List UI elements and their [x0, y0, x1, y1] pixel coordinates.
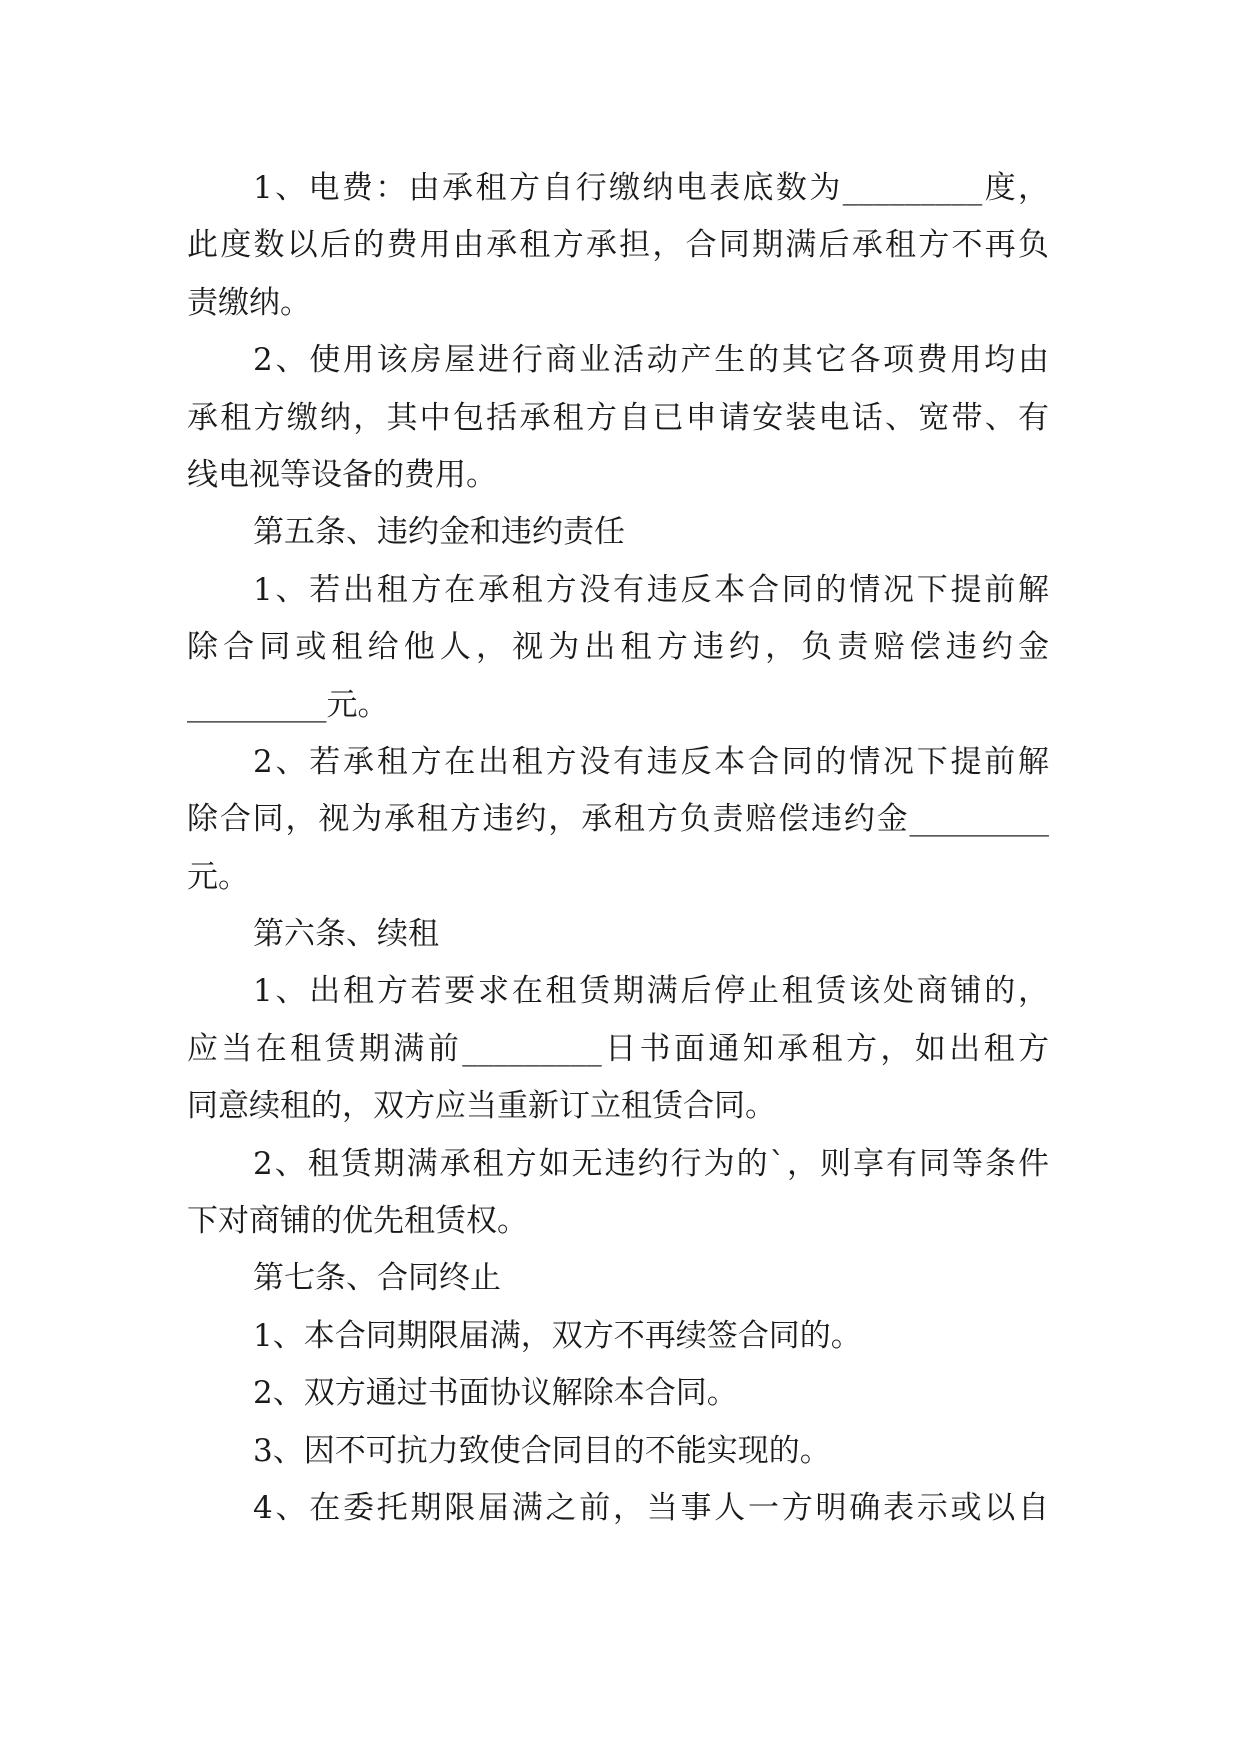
text-line: 此度数以后的费用由承租方承担，合同期满后承租方不再负: [187, 227, 1049, 264]
text-line: 元。: [187, 858, 249, 895]
text-line: 同意续租的，双方应当重新订立租赁合同。: [187, 1088, 776, 1125]
text-line: 1、电费：由承租方自行缴纳电表底数为_________度，: [253, 170, 1049, 206]
text-line: 3、因不可抗力致使合同目的不能实现的。: [253, 1432, 831, 1469]
text-line: 2、使用该房屋进行商业活动产生的其它各项费用均由: [253, 342, 1049, 379]
text-line: 1、本合同期限届满，双方不再续签合同的。: [253, 1317, 862, 1354]
text-line: 除合同或租给他人，视为出租方违约，负责赔偿违约金: [187, 629, 1049, 666]
text-line: 2、租赁期满承租方如无违约行为的`，则享有同等条件: [253, 1145, 1049, 1182]
document-body: [187, 160, 1049, 1537]
text-line: 4、在委托期限届满之前，当事人一方明确表示或以自: [253, 1489, 1049, 1526]
text-line: 应当在租赁期满前_________日书面通知承租方，如出租方: [187, 1030, 1049, 1067]
text-line: 第六条、续租: [253, 916, 439, 953]
text-line: 第五条、违约金和违约责任: [253, 514, 625, 551]
text-line: 承租方缴纳，其中包括承租方自已申请安装电话、宽带、有: [187, 399, 1049, 436]
text-line: 1、若出租方在承租方没有违反本合同的情况下提前解: [253, 571, 1049, 608]
text-line: 2、双方通过书面协议解除本合同。: [253, 1375, 738, 1412]
text-line: 责缴纳。: [187, 284, 311, 321]
text-line: 线电视等设备的费用。: [187, 456, 497, 493]
text-line: 下对商铺的优先租赁权。: [187, 1203, 528, 1240]
text-line: 2、若承租方在出租方没有违反本合同的情况下提前解: [253, 743, 1049, 780]
text-line: 1、出租方若要求在租赁期满后停止租赁该处商铺的，: [253, 973, 1049, 1010]
text-line: _________元。: [187, 686, 389, 723]
text-line: 除合同，视为承租方违约，承租方负责赔偿违约金_________: [187, 801, 1049, 838]
text-line: 第七条、合同终止: [253, 1260, 501, 1297]
